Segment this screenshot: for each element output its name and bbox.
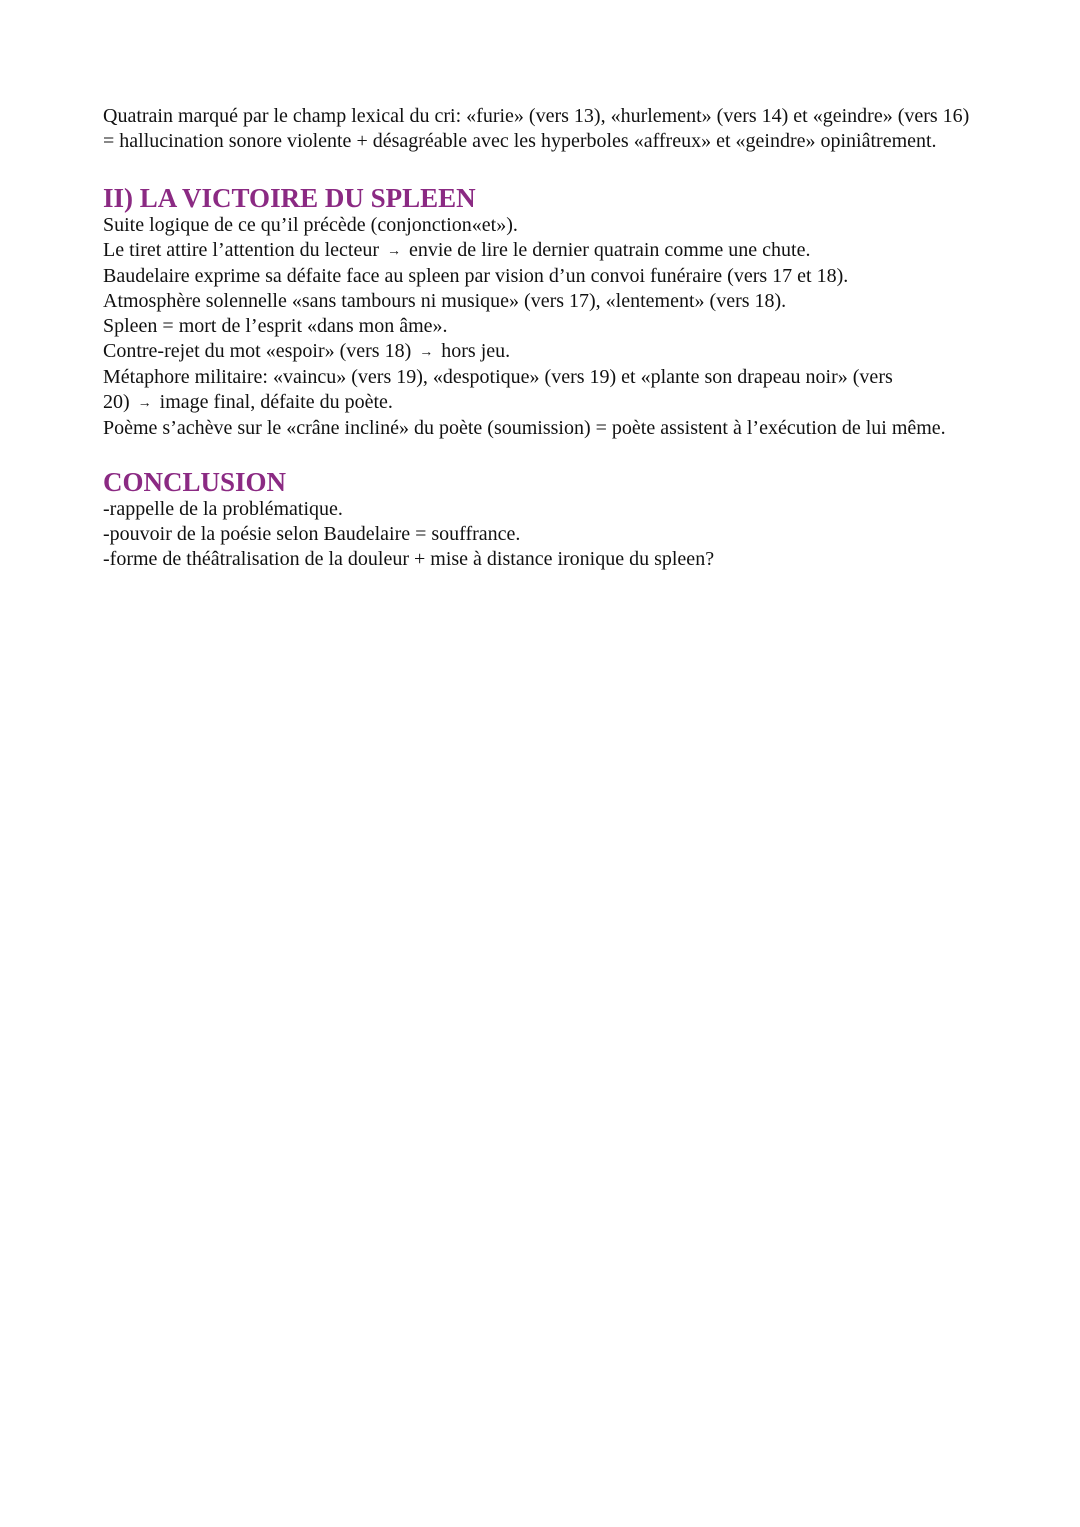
arrow-icon: → — [137, 396, 152, 411]
section2-line-part: envie de lire le dernier quatrain comme une chute. — [409, 239, 811, 261]
document-page — [103, 104, 983, 572]
section2-line-part: Le tiret attire l’attention du lecteur — [103, 239, 379, 261]
section-heading-conclusion: CONCLUSION — [103, 467, 287, 497]
section2-line — [103, 339, 983, 365]
conclusion-item: -forme de théâtralisation de la douleur + mise à distance ironique du spleen? — [103, 548, 715, 570]
section2-line: Baudelaire exprime sa défaite face au spleen par vision d’un convoi funéraire (vers 17 et 18). — [103, 265, 849, 287]
section2-line-part: Métaphore militaire: «vaincu» (vers 19), «despotique» (vers 19) et «plante son drapeau noir» (vers 20) — [103, 366, 893, 413]
section-heading-victoire-du-spleen: II) LA VICTOIRE DU SPLEEN — [103, 183, 476, 213]
section2-line: Spleen = mort de l’esprit «dans mon âme». — [103, 315, 448, 337]
arrow-icon: → — [419, 345, 434, 360]
section2-line: Suite logique de ce qu’il précède (conjonction«et»). — [103, 214, 518, 236]
section2-line: Atmosphère solennelle «sans tambours ni musique» (vers 17), «lentement» (vers 18). — [103, 290, 787, 312]
section2-line-part: image final, défaite du poète. — [159, 391, 393, 413]
section2-line — [103, 365, 983, 416]
intro-paragraph: Quatrain marqué par le champ lexical du cri: «furie» (vers 13), «hurlement» (vers 14) et «geindre» (vers 16) = hallucination sonore violente + désagréable avec les hyperboles «affreux» et «geindre» opiniâtrement. — [103, 105, 970, 152]
section2-line-part: Contre-rejet du mot «espoir» (vers 18) — [103, 340, 412, 362]
section2-line — [103, 238, 983, 264]
arrow-icon: → — [387, 244, 401, 259]
section2-line-part: hors jeu. — [441, 340, 511, 362]
conclusion-item: -rappelle de la problématique. — [103, 498, 343, 520]
section2-line: Poème s’achève sur le «crâne incliné» du poète (soumission) = poète assistent à l’exécution de lui même. — [103, 417, 946, 439]
conclusion-item: -pouvoir de la poésie selon Baudelaire = souffrance. — [103, 523, 521, 545]
